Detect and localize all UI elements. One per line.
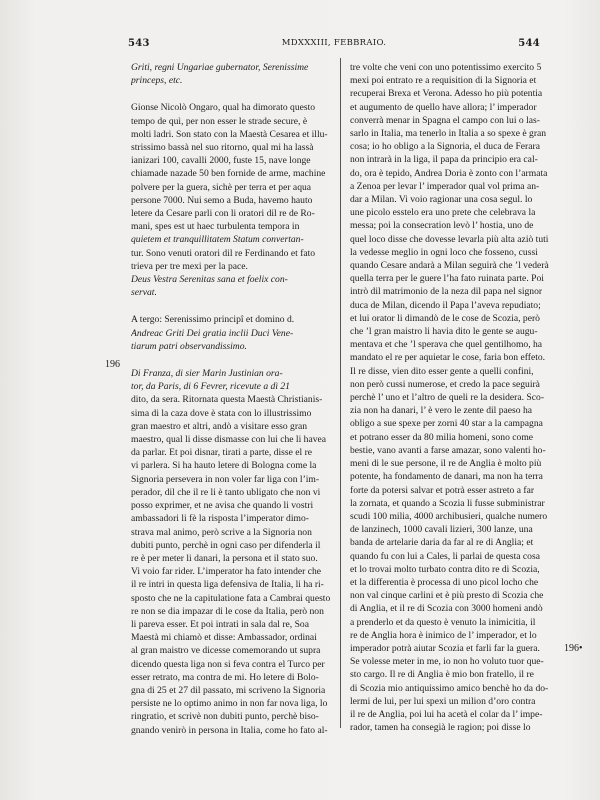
text-line: la zornata, et quando a Scozia li fusse subministrar: [350, 497, 545, 509]
text-line: Vi voio far rider. L’imperator ha fato intender che: [131, 566, 322, 578]
margin-note-left: 196: [105, 359, 120, 370]
text-line: non intrarà in la liga, il papa da principio era cal-: [350, 154, 538, 166]
text-line: esser retrato, ma contra de mi. Ho letere di Bolo-: [131, 671, 319, 683]
text-line: Il re disse, vien dito esser gente a quelli confini,: [350, 365, 534, 377]
text-line: dubiti punto, perchè in ogni caso per difenderla il: [131, 539, 321, 551]
text-line: ringratio, et scrivè non dubiti punto, perchè biso-: [131, 711, 319, 723]
left-column: [131, 61, 333, 737]
right-column: [350, 61, 560, 734]
text-line: quel loco disse che dovesse levarla più alta aziò tuti: [350, 233, 549, 245]
paragraph-gap: [131, 353, 333, 367]
text-line: ambassadori li fè la risposta l’imperator dimo-: [131, 513, 309, 525]
text-line: re è per meter li danari, la persona et il stato suo.: [131, 552, 318, 564]
text-line: sto cargo. Il re di Anglia è mio bon fratello, il re: [350, 669, 534, 681]
text-line: dicendo questa liga non si feva contra el Turco per: [131, 658, 325, 670]
paragraph-gap: [131, 87, 333, 101]
text-line: re non se dia impazar di le cose da Italia, però non: [131, 605, 324, 617]
text-line: gran maestro et altri, andò a visitare esso gran: [131, 420, 308, 432]
text-line: ianizari 100, cavalli 2000, fuste 15, nave longe: [131, 155, 311, 167]
text-line: di Scozia mio antiquissimo amico benchè ho da do-: [350, 682, 549, 694]
text-line: sarlo in Italia, ma tenerlo in Italia a so spexe è gran: [350, 128, 547, 140]
text-line: de lanzinech, 1000 cavali lizieri, 300 lanze, una: [350, 524, 533, 536]
text-line: a prenderlo et da questo è venuto la inimicitia, il: [350, 616, 536, 628]
text-line: Signoria persevera in non voler far liga con l’im-: [131, 473, 320, 485]
text-line: il re intri in questa liga defensiva de Italia, li ha ri-: [131, 579, 324, 591]
text-line: strissimo bassà nel suo ritorno, qual mi ha lassà: [131, 142, 314, 154]
text-line: il re de Anglia, poi lui ha acetà el colar da l’ impe-: [350, 708, 543, 720]
text-line: che ’l gran maistro li havia dito le gente se augu-: [350, 326, 538, 338]
text-line: mandato el re per aquietar le cose, faria bon effeto.: [350, 352, 546, 364]
text-line: zia non ha danari, l’ è vero le zente dil paeso ha: [350, 405, 533, 417]
text-line: cosa; io ho obligo a la Signoria, el duca de Ferara: [350, 141, 540, 153]
text-line: al gran maistro ve dicesse comemorando ut supra: [131, 645, 321, 657]
text-line: et lui orator li dimandò de le cose de Scozia, però: [350, 312, 540, 324]
text-line: do, ora è tepido, Andrea Doria è zonto con l’armata: [350, 167, 548, 179]
column-divider: [340, 58, 341, 728]
header-title: MDXXXIII, FEBBRAIO.: [281, 38, 387, 48]
running-header: [128, 38, 540, 52]
text-line: Deus Vestra Serenitas sana et foelix con-: [131, 274, 288, 286]
text-line: polvere per la guera, sichè per terra et per aqua: [131, 181, 312, 193]
text-line: sima di la caza dove è stata con lo illustrissimo: [131, 407, 312, 419]
text-line: re de Anglia hora è inimico de l’ imperador, et lo: [350, 629, 537, 641]
text-line: tur. Sono venuti oratori dil re Ferdinando et fato: [131, 247, 316, 259]
text-line: persiste ne lo optimo animo in non far nova liga, lo: [131, 698, 328, 710]
text-line: sposto che ne la capitulatione fata a Cambrai questo: [131, 592, 331, 604]
text-line: servat.: [131, 287, 157, 299]
text-line: strava mal animo, però scrive a la Signoria non: [131, 526, 312, 538]
text-line: imperador potrà aiutar Scozia et farli far la guera.: [350, 642, 540, 654]
page-number-left: 543: [128, 38, 150, 49]
text-line: et potrano esser da 80 milia homeni, sono come: [350, 431, 534, 443]
text-line: mani, spes est ut haec turbulenta tempora in: [131, 221, 300, 233]
text-line: la vedesse meglio in ogni loco che fosseno, cussi: [350, 246, 538, 258]
text-line: li pareva esser. Et poi intrati in sala dal re, Soa: [131, 618, 309, 630]
text-line: Andreac Griti Dei gratia inclii Duci Vene-: [131, 327, 294, 339]
text-line: recuperai Brexa et Verona. Adesso ho più potentia: [350, 88, 543, 100]
text-line: posso exprimer, et ne avisa che quando li vostri: [131, 500, 314, 512]
text-line: une picolo esstelo era uno prete che celebrava la: [350, 207, 536, 219]
text-line: da parlar. Et poi disnar, tirati a parte, disse el re: [131, 447, 313, 459]
text-line: converrà menar in Spagna el campo con lui o las-: [350, 114, 540, 126]
text-line: messa; poi la consecration levò l’ hostia, uno de: [350, 220, 534, 232]
text-line: chiamade nazade 50 ben fornide de arme, machine: [131, 168, 326, 180]
text-line: banda de artelarie daria da far al re di Anglia; et: [350, 537, 534, 549]
text-line: obligo a sue spexe per zorni 40 star a la campagna: [350, 418, 543, 430]
text-line: non val cinque carlini et è più presto di Scozia che: [350, 590, 544, 602]
text-line: dar a Milan. Vi voio ragionar una cosa segul. lo: [350, 194, 533, 206]
text-line: molti ladri. Son stato con la Maestà Cesarea et illu-: [131, 128, 328, 140]
text-line: quando fu con lui a Cales, li parlai de questa cosa: [350, 550, 540, 562]
text-line: et augumento de quello have allora; l’ imperador: [350, 101, 537, 113]
margin-note-right: 196•: [564, 643, 583, 654]
text-line: letere da Cesare parli con li oratori dil re de Ro-: [131, 208, 315, 220]
text-line: quietem et tranquillitatem Statum convertan-: [131, 234, 304, 246]
text-line: potente, ha fondamento de danari, ma non ha terra: [350, 471, 543, 483]
text-line: princeps, etc.: [131, 75, 183, 87]
text-line: persone 7000. Nui semo a Buda, havemo hauto: [131, 194, 313, 206]
text-line: A tergo: Serenissimo principî et domino d.: [131, 314, 295, 326]
text-line: Se volesse meter in me, io non ho voluto tuor que-: [350, 656, 544, 668]
text-line: quella terra per le guere l’ha fato ruinata parte. Poi: [350, 273, 544, 285]
text-line: vi parlera. Si ha hauto letere di Bologna come la: [131, 460, 317, 472]
text-line: meni di le sue persone, il re de Anglia è molto più: [350, 458, 542, 470]
text-line: Griti, regni Ungariae gubernator, Serenissime: [131, 62, 309, 73]
text-line: lermi de lui, per lui spexi un milion d’oro contra: [350, 695, 536, 707]
text-line: maestro, qual li disse dismasse con lui che li havea: [131, 434, 327, 446]
text-line: bestie, vano avanti a farse amazar, sono valenti ho-: [350, 444, 546, 456]
text-line: di Anglia, et il re di Scozia con 3000 homeni andò: [350, 603, 543, 615]
text-line: Di Franza, di sier Marin Justinian ora-: [131, 368, 283, 380]
text-line: dito, da sera. Ritornata questa Maestà Christianis-: [131, 394, 323, 406]
text-line: perador, dil che il re li è tanto ubligato che non vi: [131, 486, 321, 498]
text-line: mexi poi entrato re a requisition di la Signoria et: [350, 75, 537, 87]
text-line: tiarum patri observandissimo.: [131, 340, 247, 352]
text-line: forte da potersi salvar et potrà esser astreto a far: [350, 484, 535, 496]
page-number-right: 544: [518, 38, 540, 49]
text-line: tempo de quì, per non esser le strade secure, è: [131, 115, 308, 127]
text-line: tre volte che veni con uno potentissimo exercito 5: [350, 62, 542, 73]
text-line: tor, da Paris, di 6 Fevrer, ricevute a dì 21: [131, 381, 290, 393]
text-line: gna di 25 et 27 dil passato, mi scriveno la Signoria: [131, 684, 326, 696]
text-line: perchè l’ uno et l’altro de queli re la desidera. Sco-: [350, 392, 545, 404]
paragraph-gap: [131, 299, 333, 313]
text-line: trieva per tre mexi per la pace.: [131, 260, 248, 272]
text-line: Maestà mi chiamò et disse: Ambassador, ordinai: [131, 632, 317, 644]
text-line: duca de Milan, dicendo il Papa l’aveva repudiato;: [350, 299, 541, 311]
text-line: a Zenoa per levar l’ imperador qual vol prima an-: [350, 180, 540, 192]
text-line: scudi 100 milia, 4000 archibusieri, qualche numero: [350, 510, 548, 522]
text-line: et la differentia è processa di uno picol locho che: [350, 576, 539, 588]
text-line: gnando venirò in persona in Italia, come ho fato al-: [131, 724, 328, 736]
text-line: Gionse Nicolò Ongaro, qual ha dimorato questo: [131, 102, 316, 114]
text-line: rador, tamen ha consegià le ragion; poi disse lo: [350, 722, 531, 734]
text-line: et lo trovai molto turbato contra dito re di Scozia,: [350, 563, 540, 575]
text-line: intrò dil matrimonio de la neza dil papa nel signor: [350, 286, 543, 298]
text-line: quando Cesare andarà a Milan seguirà che ’l vederà: [350, 260, 549, 272]
text-line: mentava et che ’l sperava che quel gentilhomo, ha: [350, 339, 543, 351]
text-line: non però cussi numerose, et credo la pace seguirà: [350, 378, 540, 390]
